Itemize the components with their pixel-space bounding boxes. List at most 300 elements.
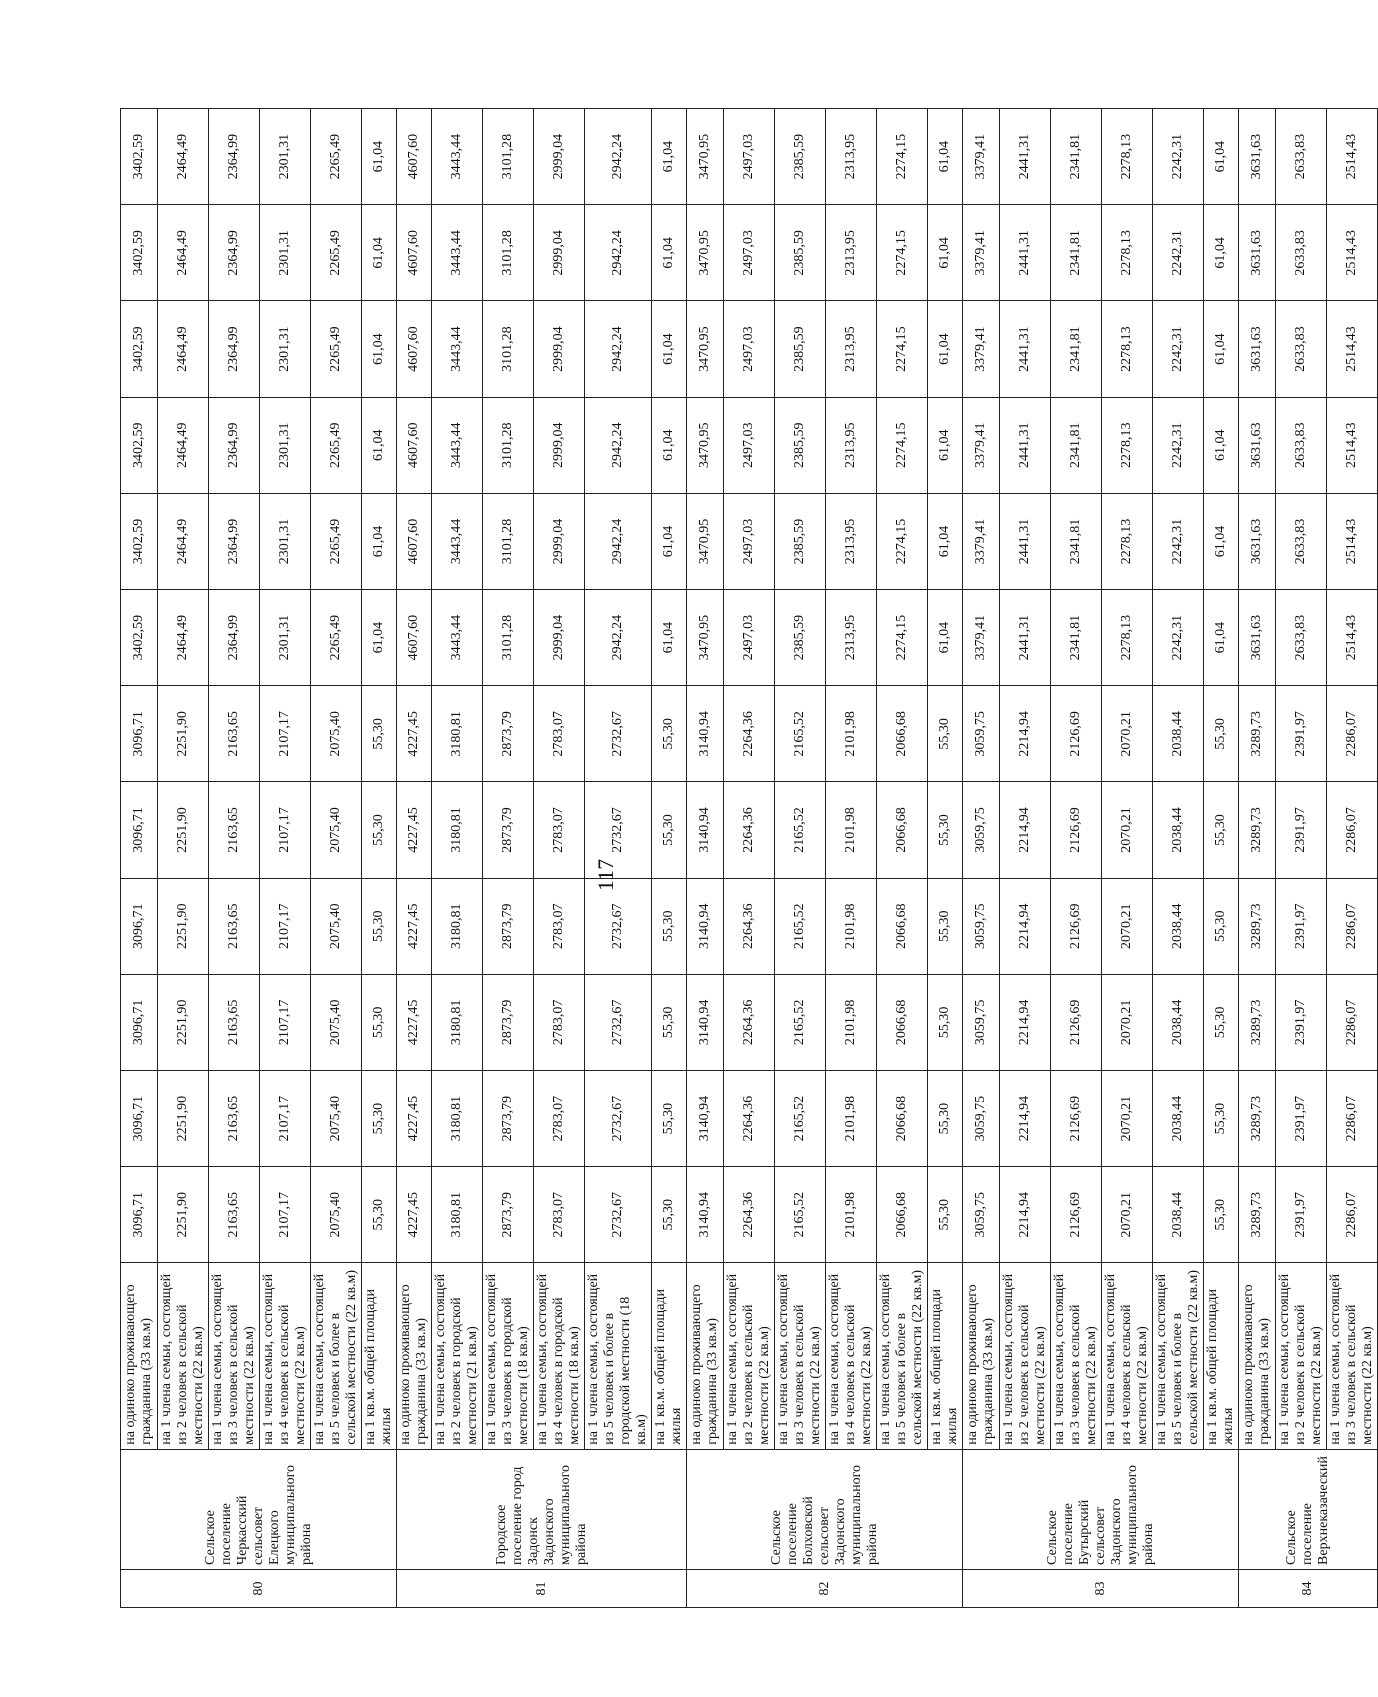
rate-value: 2251,90 (158, 1070, 209, 1166)
rate-value: 61,04 (1204, 109, 1239, 205)
rate-value: 61,04 (652, 109, 687, 205)
rate-value: 61,04 (362, 205, 397, 301)
rate-value: 3140,94 (687, 974, 724, 1070)
rate-value: 2066,68 (877, 878, 928, 974)
rate-value: 2441,31 (1000, 493, 1051, 589)
rate-value: 3379,41 (963, 109, 1000, 205)
rate-value: 2165,52 (775, 686, 826, 782)
municipality-name: Сельское поселение Бутырский сельсовет Задонского муниципального района (963, 1449, 1239, 1569)
rate-value: 61,04 (652, 205, 687, 301)
rate-description: на 1 члена семьи, состоящей из 5 человек и более в сельской местности (22 кв.м) (1153, 1263, 1204, 1449)
table-body (121, 109, 1378, 1608)
rate-value: 2313,95 (826, 397, 877, 493)
rate-value: 2385,59 (775, 397, 826, 493)
rate-value: 2942,24 (585, 205, 652, 301)
rate-value: 2364,99 (209, 109, 260, 205)
rate-value: 2101,98 (826, 878, 877, 974)
rate-value: 3101,28 (483, 205, 534, 301)
rate-value: 2633,83 (1276, 301, 1327, 397)
table-row (1153, 109, 1204, 1608)
rate-value: 2999,04 (534, 109, 585, 205)
rate-value: 2107,17 (260, 782, 311, 878)
table-row (826, 109, 877, 1608)
rate-value: 2441,31 (1000, 590, 1051, 686)
rate-value: 3101,28 (483, 493, 534, 589)
rate-value: 2107,17 (260, 974, 311, 1070)
rate-value: 3470,95 (687, 109, 724, 205)
rate-value: 3289,73 (1239, 1167, 1276, 1263)
rate-value: 2242,31 (1153, 205, 1204, 301)
rate-value: 3470,95 (687, 493, 724, 589)
rate-value: 2107,17 (260, 686, 311, 782)
rate-value: 61,04 (1204, 493, 1239, 589)
rate-value: 3631,63 (1239, 205, 1276, 301)
rate-value: 2038,44 (1153, 686, 1204, 782)
rate-value: 2364,99 (209, 301, 260, 397)
rate-value: 2783,07 (534, 1070, 585, 1166)
rate-value: 2107,17 (260, 1070, 311, 1166)
rate-value: 2038,44 (1153, 1167, 1204, 1263)
rate-value: 2732,67 (585, 782, 652, 878)
rates-table (120, 108, 1378, 1608)
rate-value: 2385,59 (775, 590, 826, 686)
rate-value: 3140,94 (687, 878, 724, 974)
rate-value: 2783,07 (534, 1167, 585, 1263)
rate-value: 2391,97 (1276, 782, 1327, 878)
rate-value: 3101,28 (483, 397, 534, 493)
rate-value: 3470,95 (687, 590, 724, 686)
rate-value: 55,30 (928, 878, 963, 974)
rate-value: 2464,49 (158, 590, 209, 686)
rate-value: 2165,52 (775, 974, 826, 1070)
rate-value: 61,04 (1204, 590, 1239, 686)
rate-value: 2441,31 (1000, 397, 1051, 493)
rate-value: 3059,75 (963, 1167, 1000, 1263)
rate-value: 3096,71 (121, 1167, 158, 1263)
rate-description: на 1 члена семьи, состоящей из 3 человек в сельской местности (22 кв.м) (775, 1263, 826, 1449)
rate-value: 2364,99 (209, 590, 260, 686)
rate-value: 2070,21 (1102, 1167, 1153, 1263)
rate-value: 3096,71 (121, 782, 158, 878)
rate-value: 2070,21 (1102, 878, 1153, 974)
rate-value: 2633,83 (1276, 205, 1327, 301)
rate-value: 55,30 (1204, 782, 1239, 878)
rate-value: 2214,94 (1000, 1167, 1051, 1263)
rate-value: 2514,43 (1327, 205, 1378, 301)
table-row (1327, 109, 1378, 1608)
rate-value: 2075,40 (311, 1070, 362, 1166)
rate-description: на одиноко проживающего гражданина (33 кв.м) (397, 1263, 432, 1449)
rate-value: 3096,71 (121, 1070, 158, 1166)
rotated-page (120, 108, 1375, 1608)
rate-value: 55,30 (362, 878, 397, 974)
rate-value: 2999,04 (534, 301, 585, 397)
rate-value: 2265,49 (311, 493, 362, 589)
rate-value: 3402,59 (121, 205, 158, 301)
rate-value: 3631,63 (1239, 493, 1276, 589)
rate-value: 61,04 (928, 590, 963, 686)
rate-value: 2313,95 (826, 109, 877, 205)
rate-value: 2385,59 (775, 109, 826, 205)
rate-value: 2391,97 (1276, 878, 1327, 974)
rate-value: 2732,67 (585, 974, 652, 1070)
rate-value: 2101,98 (826, 974, 877, 1070)
table-row (397, 109, 432, 1608)
rate-value: 55,30 (928, 974, 963, 1070)
rate-value: 2101,98 (826, 686, 877, 782)
rate-value: 2038,44 (1153, 974, 1204, 1070)
rate-value: 61,04 (652, 301, 687, 397)
rate-description: на 1 члена семьи, состоящей из 2 человек в городской местности (21 кв.м) (432, 1263, 483, 1449)
rate-value: 2070,21 (1102, 1070, 1153, 1166)
rate-value: 2942,24 (585, 590, 652, 686)
rate-description: на 1 члена семьи, состоящей из 2 человек в сельской местности (22 кв.м) (724, 1263, 775, 1449)
rate-value: 2873,79 (483, 782, 534, 878)
row-number: 81 (397, 1569, 687, 1607)
table-row (121, 109, 158, 1608)
rate-value: 55,30 (362, 1167, 397, 1263)
rate-value: 2313,95 (826, 301, 877, 397)
rate-value: 2038,44 (1153, 782, 1204, 878)
rate-value: 2873,79 (483, 878, 534, 974)
rate-value: 61,04 (1204, 301, 1239, 397)
rate-value: 2107,17 (260, 1167, 311, 1263)
rate-description: на 1 члена семьи, состоящей из 5 человек и более в сельской местности (22 кв.м) (877, 1263, 928, 1449)
rate-value: 3402,59 (121, 301, 158, 397)
rate-value: 2278,13 (1102, 109, 1153, 205)
rate-value: 4607,60 (397, 301, 432, 397)
rate-description: на 1 члена семьи, состоящей из 5 человек и более в сельской местности (22 кв.м) (311, 1263, 362, 1449)
rate-value: 2066,68 (877, 1167, 928, 1263)
rate-value: 2274,15 (877, 397, 928, 493)
rate-value: 2514,43 (1327, 301, 1378, 397)
rate-value: 61,04 (928, 493, 963, 589)
rate-description: на 1 кв.м. общей площади жилья (652, 1263, 687, 1449)
rate-description: на 1 члена семьи, состоящей из 3 человек в сельской местности (22 кв.м) (1051, 1263, 1102, 1449)
rate-value: 3180,81 (432, 686, 483, 782)
rate-value: 2497,03 (724, 397, 775, 493)
rate-value: 2242,31 (1153, 590, 1204, 686)
rate-value: 55,30 (1204, 686, 1239, 782)
rate-value: 61,04 (362, 493, 397, 589)
rate-value: 55,30 (362, 974, 397, 1070)
rate-value: 55,30 (652, 1167, 687, 1263)
rate-value: 2999,04 (534, 590, 585, 686)
rate-value: 2075,40 (311, 1167, 362, 1263)
rate-value: 3631,63 (1239, 301, 1276, 397)
municipality-name: Сельское поселение Болховской сельсовет Задонского муниципального района (687, 1449, 963, 1569)
rate-value: 61,04 (928, 109, 963, 205)
rate-value: 3180,81 (432, 974, 483, 1070)
rate-value: 2126,69 (1051, 686, 1102, 782)
rate-value: 2251,90 (158, 974, 209, 1070)
rate-value: 2301,31 (260, 301, 311, 397)
municipality-name: Сельское поселение Черкасский сельсовет Елецкого муниципального района (121, 1449, 397, 1569)
rate-value: 2313,95 (826, 590, 877, 686)
rate-value: 2999,04 (534, 493, 585, 589)
rate-value: 2286,07 (1327, 686, 1378, 782)
rate-value: 2341,81 (1051, 109, 1102, 205)
rate-value: 3180,81 (432, 782, 483, 878)
rate-value: 2278,13 (1102, 493, 1153, 589)
rate-value: 4227,45 (397, 878, 432, 974)
rate-value: 2075,40 (311, 782, 362, 878)
rate-value: 2274,15 (877, 493, 928, 589)
rate-value: 3140,94 (687, 782, 724, 878)
rate-value: 2497,03 (724, 493, 775, 589)
rate-value: 2278,13 (1102, 205, 1153, 301)
rate-value: 2066,68 (877, 686, 928, 782)
table-row (209, 109, 260, 1608)
rate-value: 2070,21 (1102, 686, 1153, 782)
rate-value: 2633,83 (1276, 493, 1327, 589)
rate-description: на 1 члена семьи, состоящей из 4 человек в сельской местности (22 кв.м) (1102, 1263, 1153, 1449)
rate-description: на 1 члена семьи, состоящей из 3 человек в городской местности (18 кв.м) (483, 1263, 534, 1449)
rate-value: 3443,44 (432, 493, 483, 589)
table-row (1239, 109, 1276, 1608)
table-row (534, 109, 585, 1608)
rate-value: 2942,24 (585, 301, 652, 397)
rate-value: 2286,07 (1327, 782, 1378, 878)
rate-value: 2265,49 (311, 301, 362, 397)
rate-value: 3289,73 (1239, 686, 1276, 782)
rate-value: 2464,49 (158, 109, 209, 205)
rate-value: 2038,44 (1153, 1070, 1204, 1166)
rate-value: 2301,31 (260, 109, 311, 205)
rate-value: 2942,24 (585, 109, 652, 205)
rate-value: 2163,65 (209, 1070, 260, 1166)
row-number: 83 (963, 1569, 1239, 1607)
rate-value: 3289,73 (1239, 782, 1276, 878)
rate-value: 2242,31 (1153, 397, 1204, 493)
rate-value: 2251,90 (158, 1167, 209, 1263)
rate-value: 2264,36 (724, 1070, 775, 1166)
rate-value: 3059,75 (963, 782, 1000, 878)
rate-value: 2497,03 (724, 109, 775, 205)
rate-value: 2070,21 (1102, 782, 1153, 878)
table-row (483, 109, 534, 1608)
rate-value: 3470,95 (687, 397, 724, 493)
rate-description: на 1 члена семьи, состоящей из 4 человек в сельской местности (22 кв.м) (260, 1263, 311, 1449)
rate-value: 2101,98 (826, 1070, 877, 1166)
rate-value: 2165,52 (775, 878, 826, 974)
rate-value: 2441,31 (1000, 205, 1051, 301)
rate-value: 2464,49 (158, 205, 209, 301)
rate-value: 55,30 (652, 878, 687, 974)
rate-value: 3470,95 (687, 301, 724, 397)
rate-value: 2101,98 (826, 782, 877, 878)
rate-value: 2101,98 (826, 1167, 877, 1263)
rate-value: 3059,75 (963, 1070, 1000, 1166)
rate-value: 2514,43 (1327, 109, 1378, 205)
rate-value: 55,30 (652, 1070, 687, 1166)
rate-value: 2942,24 (585, 493, 652, 589)
rate-value: 2075,40 (311, 686, 362, 782)
rate-value: 3402,59 (121, 109, 158, 205)
rate-value: 3631,63 (1239, 397, 1276, 493)
rate-value: 61,04 (362, 590, 397, 686)
rate-value: 2264,36 (724, 974, 775, 1070)
rate-value: 2364,99 (209, 397, 260, 493)
rate-value: 3101,28 (483, 590, 534, 686)
rate-value: 3379,41 (963, 493, 1000, 589)
rate-value: 2066,68 (877, 974, 928, 1070)
rate-value: 4227,45 (397, 686, 432, 782)
rate-value: 2107,17 (260, 878, 311, 974)
rate-value: 2364,99 (209, 493, 260, 589)
table-row (260, 109, 311, 1608)
rate-value: 3289,73 (1239, 878, 1276, 974)
municipality-name: Сельское поселение Верхнеказаческий (1239, 1449, 1378, 1569)
rate-description: на 1 кв.м. общей площади жилья (362, 1263, 397, 1449)
rate-description: на одиноко проживающего гражданина (33 кв.м) (687, 1263, 724, 1449)
table-row (1276, 109, 1327, 1608)
rate-value: 55,30 (362, 1070, 397, 1166)
rate-value: 3443,44 (432, 590, 483, 686)
rate-value: 55,30 (652, 686, 687, 782)
rate-value: 61,04 (362, 109, 397, 205)
rate-value: 2464,49 (158, 301, 209, 397)
rate-value: 2942,24 (585, 397, 652, 493)
rate-value: 2126,69 (1051, 782, 1102, 878)
rate-value: 2341,81 (1051, 205, 1102, 301)
rate-description: на 1 члена семьи, состоящей из 3 человек в сельской местности (22 кв.м) (209, 1263, 260, 1449)
rate-value: 2873,79 (483, 974, 534, 1070)
rate-value: 3180,81 (432, 1167, 483, 1263)
rate-value: 3443,44 (432, 109, 483, 205)
rate-value: 4607,60 (397, 493, 432, 589)
table-row (877, 109, 928, 1608)
table-row (652, 109, 687, 1608)
rate-value: 2214,94 (1000, 974, 1051, 1070)
rate-value: 61,04 (362, 301, 397, 397)
rate-value: 3289,73 (1239, 1070, 1276, 1166)
rate-value: 3059,75 (963, 974, 1000, 1070)
rate-value: 2999,04 (534, 205, 585, 301)
rate-value: 4227,45 (397, 1167, 432, 1263)
rate-value: 2464,49 (158, 397, 209, 493)
rate-value: 2286,07 (1327, 974, 1378, 1070)
rate-value: 61,04 (928, 301, 963, 397)
table-row (963, 109, 1000, 1608)
rate-value: 3379,41 (963, 301, 1000, 397)
rate-value: 4607,60 (397, 205, 432, 301)
rate-value: 2873,79 (483, 1167, 534, 1263)
rate-value: 55,30 (1204, 1070, 1239, 1166)
rate-value: 2265,49 (311, 590, 362, 686)
rate-value: 2385,59 (775, 301, 826, 397)
row-number: 84 (1239, 1569, 1378, 1607)
rate-value: 2286,07 (1327, 878, 1378, 974)
rate-value: 3180,81 (432, 878, 483, 974)
rate-value: 2341,81 (1051, 493, 1102, 589)
rate-description: на 1 кв.м. общей площади жилья (928, 1263, 963, 1449)
rate-value: 2313,95 (826, 493, 877, 589)
rate-value: 4227,45 (397, 974, 432, 1070)
rate-value: 2165,52 (775, 782, 826, 878)
rate-value: 3101,28 (483, 109, 534, 205)
rate-value: 61,04 (1204, 397, 1239, 493)
rate-value: 3443,44 (432, 397, 483, 493)
rate-description: на 1 члена семьи, состоящей из 3 человек в сельской местности (22 кв.м) (1327, 1263, 1378, 1449)
rate-value: 55,30 (928, 782, 963, 878)
rate-value: 4227,45 (397, 782, 432, 878)
rate-value: 2265,49 (311, 205, 362, 301)
rate-value: 2497,03 (724, 590, 775, 686)
rate-value: 2301,31 (260, 397, 311, 493)
rate-value: 55,30 (928, 1167, 963, 1263)
rate-value: 2286,07 (1327, 1070, 1378, 1166)
rate-description: на 1 кв.м. общей площади жилья (1204, 1263, 1239, 1449)
rate-value: 2214,94 (1000, 1070, 1051, 1166)
rate-value: 3631,63 (1239, 590, 1276, 686)
rate-value: 2163,65 (209, 782, 260, 878)
rate-value: 4227,45 (397, 1070, 432, 1166)
rate-value: 2391,97 (1276, 974, 1327, 1070)
table-row (158, 109, 209, 1608)
rate-value: 2633,83 (1276, 397, 1327, 493)
rate-value: 2264,36 (724, 878, 775, 974)
rate-description: на 1 члена семьи, состоящей из 4 человек в сельской местности (22 кв.м) (826, 1263, 877, 1449)
rate-value: 2732,67 (585, 1070, 652, 1166)
rate-value: 3096,71 (121, 878, 158, 974)
rate-value: 2341,81 (1051, 397, 1102, 493)
rate-value: 2251,90 (158, 782, 209, 878)
rate-value: 2391,97 (1276, 1070, 1327, 1166)
rate-value: 3096,71 (121, 974, 158, 1070)
rate-value: 4607,60 (397, 397, 432, 493)
rate-value: 3402,59 (121, 590, 158, 686)
rate-value: 2075,40 (311, 878, 362, 974)
rate-value: 2783,07 (534, 878, 585, 974)
rate-value: 55,30 (652, 782, 687, 878)
rate-value: 55,30 (1204, 974, 1239, 1070)
rate-value: 2441,31 (1000, 109, 1051, 205)
rate-description: на 1 члена семьи, состоящей из 5 человек и более в городской местности (18 кв.м) (585, 1263, 652, 1449)
rate-value: 3289,73 (1239, 974, 1276, 1070)
rate-value: 3059,75 (963, 686, 1000, 782)
rate-value: 2341,81 (1051, 301, 1102, 397)
row-number: 80 (121, 1569, 397, 1607)
rate-value: 55,30 (1204, 1167, 1239, 1263)
rate-value: 3096,71 (121, 686, 158, 782)
rate-value: 2278,13 (1102, 301, 1153, 397)
rate-value: 61,04 (928, 205, 963, 301)
rate-value: 2214,94 (1000, 782, 1051, 878)
rate-value: 2385,59 (775, 493, 826, 589)
row-number: 82 (687, 1569, 963, 1607)
rate-value: 61,04 (652, 493, 687, 589)
rate-value: 2163,65 (209, 878, 260, 974)
rate-value: 2126,69 (1051, 974, 1102, 1070)
rate-value: 61,04 (928, 397, 963, 493)
rate-value: 2264,36 (724, 782, 775, 878)
rate-value: 61,04 (362, 397, 397, 493)
rate-value: 2464,49 (158, 493, 209, 589)
rate-value: 2214,94 (1000, 686, 1051, 782)
rate-description: на 1 члена семьи, состоящей из 2 человек в сельской местности (22 кв.м) (1276, 1263, 1327, 1449)
rate-value: 55,30 (362, 782, 397, 878)
table-row (311, 109, 362, 1608)
rate-value: 2264,36 (724, 686, 775, 782)
rate-value: 2999,04 (534, 397, 585, 493)
rate-value: 2251,90 (158, 878, 209, 974)
rate-description: на одиноко проживающего гражданина (33 кв.м) (121, 1263, 158, 1449)
rate-value: 2126,69 (1051, 878, 1102, 974)
rate-value: 2385,59 (775, 205, 826, 301)
table-row (1102, 109, 1153, 1608)
rate-value: 2214,94 (1000, 878, 1051, 974)
